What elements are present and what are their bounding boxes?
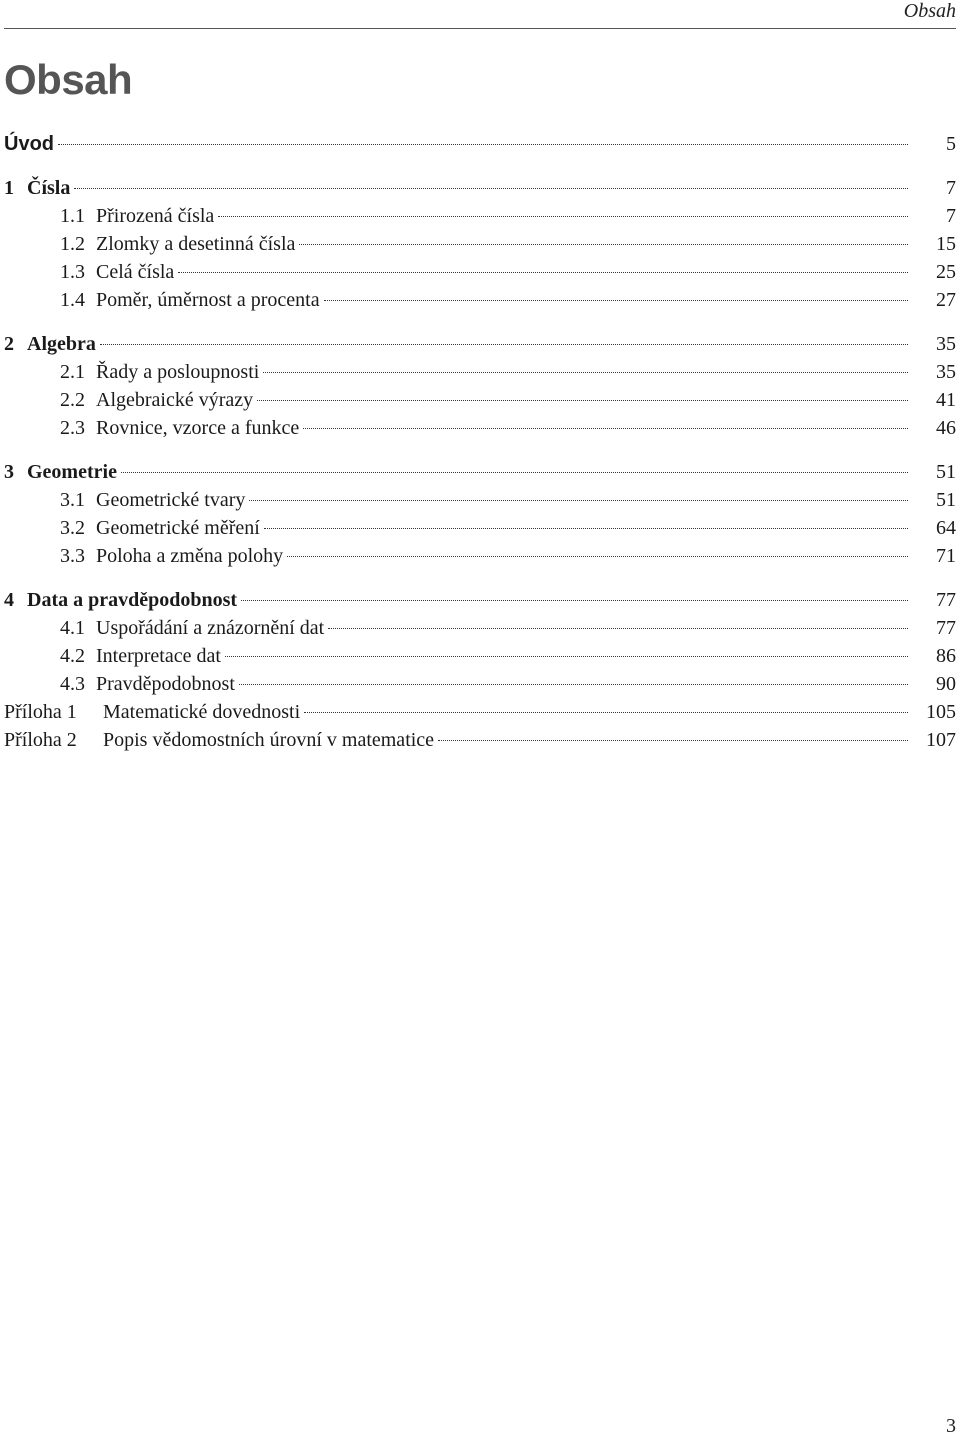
toc-entry-title: Poloha a změna polohy (96, 545, 284, 567)
toc-entry-title: Data a pravděpodobnost (27, 589, 238, 611)
toc-entry-section[interactable] (4, 670, 956, 698)
toc-entry-title: Přirozená čísla (96, 205, 215, 227)
toc-entry-section[interactable] (4, 386, 956, 414)
toc-entry-number: 2.2 (60, 389, 85, 411)
toc-entry-section[interactable] (4, 486, 956, 514)
table-of-contents (4, 130, 956, 754)
toc-entry-number: 4.3 (60, 673, 85, 695)
toc-entry-title: Matematické dovednosti (103, 701, 301, 723)
toc-entry-appendix[interactable] (4, 726, 956, 754)
toc-entry-number: 3.1 (60, 489, 85, 511)
dot-leader (58, 144, 908, 145)
toc-entry-page: 46 (936, 417, 956, 439)
toc-entry-page: 25 (936, 261, 956, 283)
toc-entry-page: 5 (946, 133, 956, 155)
toc-entry-title: Interpretace dat (96, 645, 221, 667)
dot-leader (328, 628, 908, 629)
toc-entry-page: 64 (936, 517, 956, 539)
toc-entry-number: 2 (4, 333, 14, 355)
toc-entry-page: 35 (936, 333, 956, 355)
toc-entry-number: 1.1 (60, 205, 85, 227)
toc-entry-section[interactable] (4, 642, 956, 670)
toc-entry-title: Poměr, úměrnost a procenta (96, 289, 320, 311)
running-head: Obsah (903, 0, 956, 22)
toc-entry-chapter[interactable] (4, 174, 956, 202)
toc-entry-title: Geometrické tvary (96, 489, 246, 511)
page-number: 3 (946, 1415, 956, 1437)
dot-leader (303, 428, 908, 429)
toc-entry-number: 2.1 (60, 361, 85, 383)
toc-entry-number: 4.1 (60, 617, 85, 639)
toc-entry-section[interactable] (4, 230, 956, 258)
toc-entry-number: 4 (4, 589, 14, 611)
toc-entry-section[interactable] (4, 414, 956, 442)
toc-entry-number: 2.3 (60, 417, 85, 439)
dot-leader (74, 188, 908, 189)
toc-entry-page: 90 (936, 673, 956, 695)
toc-entry-number: 1.2 (60, 233, 85, 255)
toc-entry-section[interactable] (4, 286, 956, 314)
toc-entry-title: Rovnice, vzorce a funkce (96, 417, 300, 439)
toc-entry-number: 3.2 (60, 517, 85, 539)
dot-leader (263, 372, 908, 373)
dot-leader (287, 556, 908, 557)
toc-entry-page: 105 (926, 701, 956, 723)
dot-leader (100, 344, 908, 345)
toc-entry-page: 7 (946, 205, 956, 227)
toc-entry-title: Uspořádání a znázornění dat (96, 617, 325, 639)
dot-leader (249, 500, 908, 501)
toc-entry-title: Algebra (27, 333, 96, 355)
toc-entry-section[interactable] (4, 202, 956, 230)
toc-entry-page: 77 (936, 589, 956, 611)
toc-entry-section[interactable] (4, 358, 956, 386)
dot-leader (324, 300, 908, 301)
dot-leader (121, 472, 908, 473)
dot-leader (178, 272, 908, 273)
toc-entry-title: Popis vědomostních úrovní v matematice (103, 729, 435, 751)
toc-entry-title: Zlomky a desetinná čísla (96, 233, 296, 255)
toc-entry-title: Úvod (4, 133, 54, 155)
toc-entry-number: 1 (4, 177, 14, 199)
toc-entry-page: 71 (936, 545, 956, 567)
toc-entry-chapter[interactable] (4, 130, 956, 158)
toc-entry-section[interactable] (4, 514, 956, 542)
dot-leader (218, 216, 908, 217)
toc-entry-page: 107 (926, 729, 956, 751)
toc-entry-number: 1.4 (60, 289, 85, 311)
toc-entry-chapter[interactable] (4, 586, 956, 614)
dot-leader (225, 656, 908, 657)
toc-entry-number: 3.3 (60, 545, 85, 567)
toc-entry-page: 77 (936, 617, 956, 639)
toc-entry-page: 35 (936, 361, 956, 383)
dot-leader (299, 244, 908, 245)
toc-entry-chapter[interactable] (4, 330, 956, 358)
toc-entry-chapter[interactable] (4, 458, 956, 486)
toc-entry-page: 7 (946, 177, 956, 199)
toc-entry-title: Pravděpodobnost (96, 673, 235, 695)
toc-entry-title: Geometrie (27, 461, 117, 483)
toc-entry-title: Čísla (27, 177, 71, 199)
dot-leader (264, 528, 908, 529)
toc-entry-page: 41 (936, 389, 956, 411)
header-rule (4, 28, 956, 29)
page-title: Obsah (4, 56, 133, 103)
toc-entry-title: Celá čísla (96, 261, 175, 283)
toc-entry-page: 51 (936, 489, 956, 511)
dot-leader (241, 600, 908, 601)
dot-leader (257, 400, 908, 401)
toc-entry-number: 4.2 (60, 645, 85, 667)
dot-leader (438, 740, 908, 741)
toc-entry-title: Řady a posloupnosti (96, 361, 260, 383)
toc-entry-appendix[interactable] (4, 698, 956, 726)
toc-entry-number: Příloha 1 (4, 701, 77, 723)
toc-entry-section[interactable] (4, 542, 956, 570)
toc-entry-number: 3 (4, 461, 14, 483)
toc-entry-page: 15 (936, 233, 956, 255)
toc-entry-title: Algebraické výrazy (96, 389, 254, 411)
toc-entry-page: 51 (936, 461, 956, 483)
dot-leader (239, 684, 908, 685)
toc-entry-section[interactable] (4, 614, 956, 642)
toc-entry-number: 1.3 (60, 261, 85, 283)
toc-entry-section[interactable] (4, 258, 956, 286)
toc-entry-page: 86 (936, 645, 956, 667)
dot-leader (304, 712, 908, 713)
toc-entry-title: Geometrické měření (96, 517, 260, 539)
toc-entry-number: Příloha 2 (4, 729, 77, 751)
toc-entry-page: 27 (936, 289, 956, 311)
